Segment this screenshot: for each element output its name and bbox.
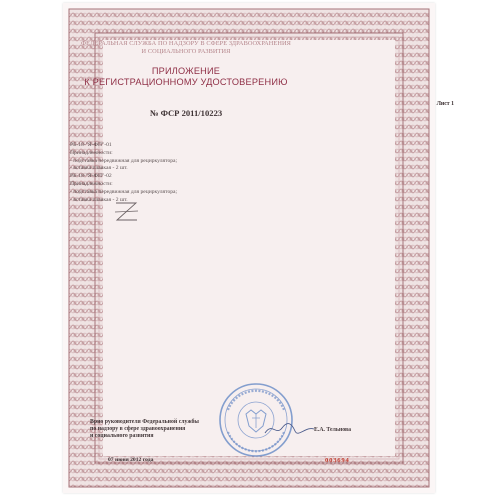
signatory-position bbox=[90, 419, 260, 441]
signatory-line-3: и социального развития bbox=[90, 433, 154, 440]
signatory-line-2: по надзору в сфере здравоохранения bbox=[90, 426, 186, 433]
title-line-2: К РЕГИСТРАЦИОННОМУ УДОСТОВЕРЕНИЮ bbox=[84, 77, 288, 87]
body-line: Принадлежности: bbox=[70, 149, 113, 156]
serial-number: 003694 bbox=[325, 457, 350, 464]
agency-name bbox=[40, 40, 332, 56]
signatory-line-1: Врио руководителя Федеральной службы bbox=[90, 419, 199, 425]
body-line: РБ-18-"Я-ФП"-02 bbox=[70, 173, 112, 180]
body-line: РБ-18-"Я-ФП"-01 bbox=[70, 142, 112, 148]
agency-line-1: ФЕДЕРАЛЬНАЯ СЛУЖБА ПО НАДЗОРУ В СФЕРЕ ЗДРАВООХРАНЕНИЯ bbox=[81, 40, 291, 47]
handwritten-signature bbox=[262, 420, 318, 438]
document-title bbox=[40, 66, 332, 88]
document-body bbox=[70, 142, 320, 204]
sheet-label: Лист 1 bbox=[436, 101, 454, 107]
title-line-1: ПРИЛОЖЕНИЕ bbox=[151, 66, 221, 76]
signatory-name: Е.А. Тельнова bbox=[314, 427, 352, 433]
issue-date: 07 июня 2012 года bbox=[108, 457, 154, 463]
body-line: - вставка плавкая - 2 шт. bbox=[70, 165, 128, 172]
body-line: - подставка передвижная для рециркулятора; bbox=[70, 157, 178, 164]
z-cancel-mark bbox=[112, 200, 140, 224]
body-line: - вставка плавкая - 2 шт. bbox=[70, 196, 128, 203]
body-line: Принадлежности: bbox=[70, 180, 113, 187]
agency-line-2: И СОЦИАЛЬНОГО РАЗВИТИЯ bbox=[141, 48, 231, 55]
registration-number: № ФСР 2011/10223 bbox=[149, 108, 223, 118]
body-line: - подставка передвижная для рециркулятора; bbox=[70, 188, 178, 195]
